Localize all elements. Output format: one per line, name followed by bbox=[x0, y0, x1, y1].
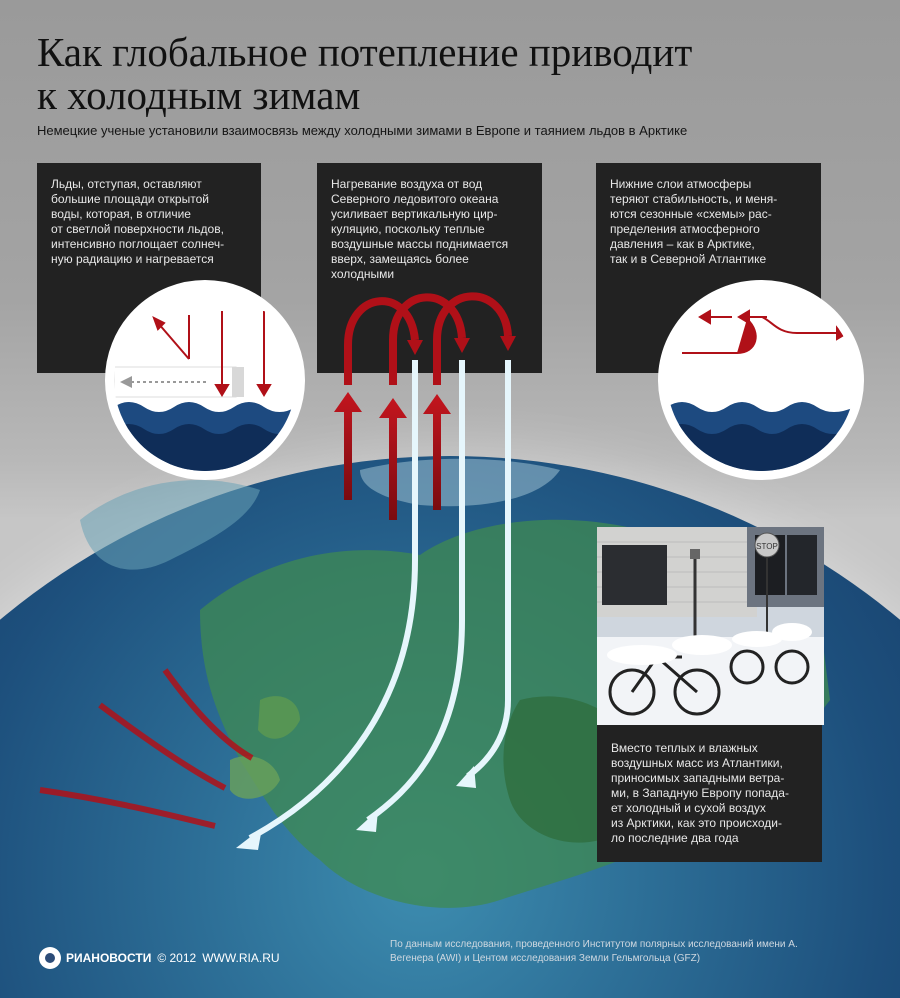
stop-sign-text: STOP bbox=[756, 542, 778, 551]
ria-logo-icon bbox=[38, 946, 62, 970]
footer-branding bbox=[38, 946, 280, 970]
info-box-text: Вместо теплых и влажных воздушных масс из Атлантики, приносимых западными ветра- ми, в Западную Европу попада- ет холодный и сухой воздух из Арктики, как это происходи- ло последние два года bbox=[611, 741, 789, 845]
info-box-text: Нижние слои атмосферы теряют стабильность, и меня- ются сезонные «схемы» рас- пределения атмосферного давления – как в Арктике, так и в Северной Атлантике bbox=[610, 177, 778, 266]
atlantic-wind-arrows bbox=[40, 670, 252, 826]
footer-logo-text: РИАНОВОСТИ bbox=[66, 951, 152, 965]
cold-arrow-heads bbox=[236, 766, 476, 850]
page-subtitle: Немецкие ученые установили взаимосвязь между холодными зимами в Европе и таянием льдов в Арктике bbox=[37, 123, 688, 138]
warm-updraft-arrows bbox=[334, 296, 516, 520]
footer-copyright: © 2012 bbox=[157, 951, 197, 965]
footer-url[interactable]: WWW.RIA.RU bbox=[202, 951, 280, 965]
snowy-bicycles-photo bbox=[597, 527, 824, 725]
page-title: Как глобальное потепление приводит к холодным зимам bbox=[37, 29, 693, 118]
cold-downdraft-arrows bbox=[250, 360, 508, 838]
footer-source-credit: По данным исследования, проведенного Институтом полярных исследований имени А. Вегенера (AWI) и Центом исследования Земли Гельмгольца (GFZ) bbox=[390, 939, 798, 964]
info-box-text: Льды, отступая, оставляют большие площади открытой воды, которая, в отличие от светлой поверхности льдов, интенсивно поглощает солнеч- ную радиацию и нагревается bbox=[51, 177, 225, 266]
info-box-text: Нагревание воздуха от вод Северного ледовитого океана усиливает вертикальную цир- куляцию, поскольку теплые воздушные массы поднимается вверх, замещаясь более холодными bbox=[331, 177, 509, 281]
